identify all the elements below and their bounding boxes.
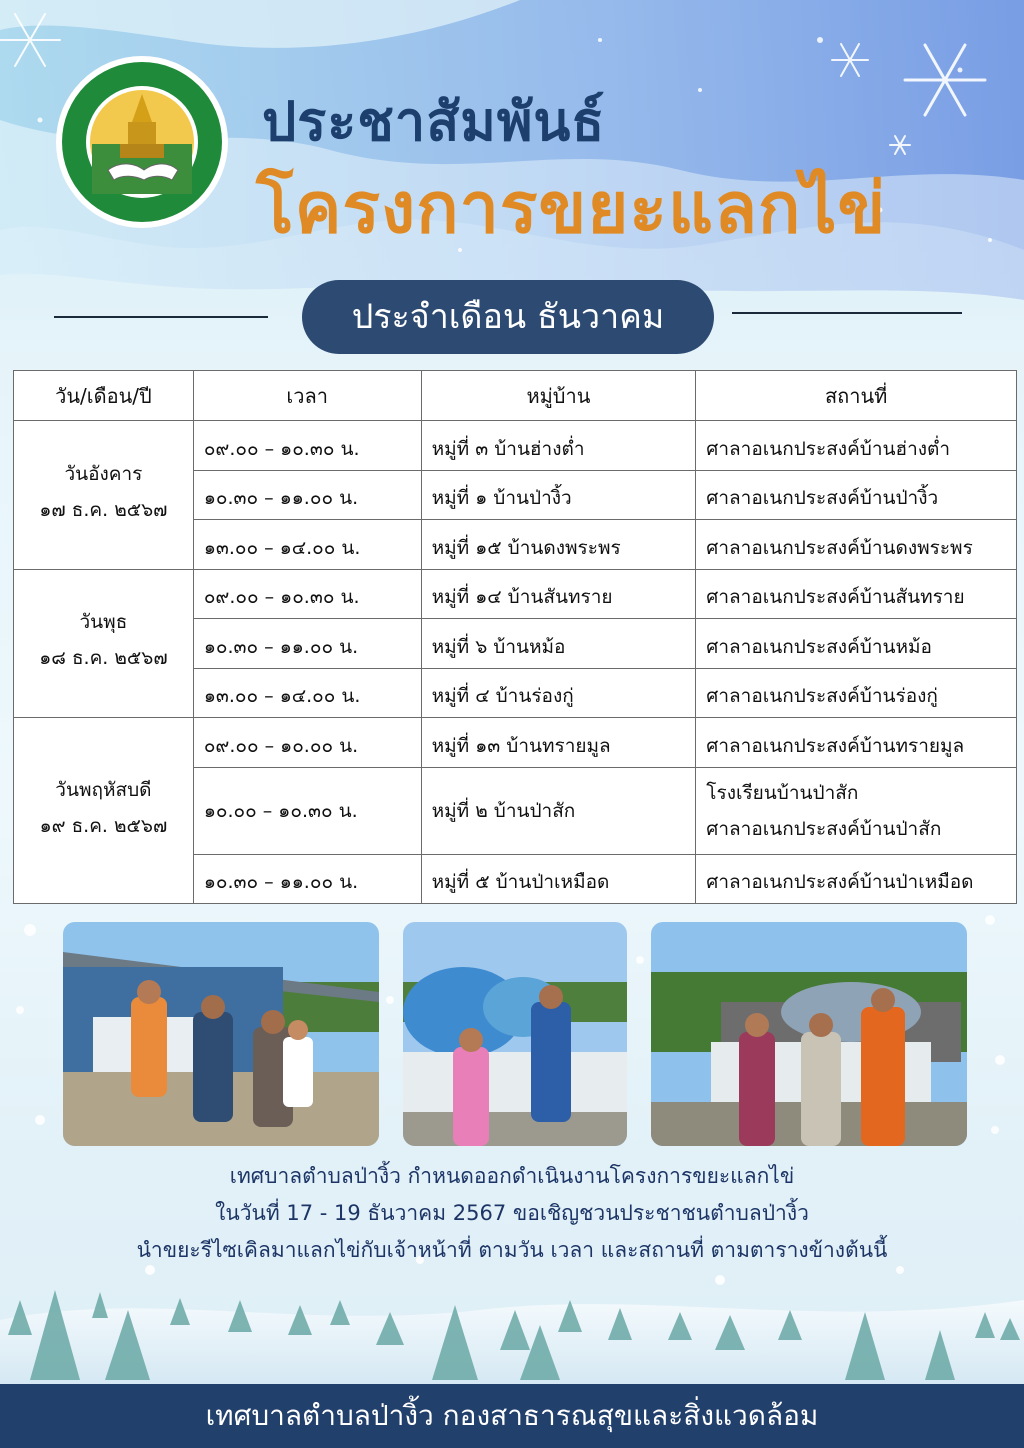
- footer-bar: เทศบาลตำบลป่างิ้ว กองสาธารณสุขและสิ่งแวดล้อม: [0, 1384, 1024, 1448]
- time-cell: ๐๙.๐๐ – ๑๐.๓๐ น.: [193, 421, 421, 471]
- time-cell: ๑๐.๓๐ – ๑๑.๐๐ น.: [193, 619, 421, 669]
- header-place: สถานที่: [696, 371, 1017, 421]
- time-cell: ๑๓.๐๐ – ๑๔.๐๐ น.: [193, 668, 421, 718]
- time-cell: ๐๙.๐๐ – ๑๐.๓๐ น.: [193, 569, 421, 619]
- place-cell: ศาลาอเนกประสงค์บ้านป่างิ้ว: [696, 470, 1017, 520]
- description-line: เทศบาลตำบลป่างิ้ว กำหนดออกดำเนินงานโครงการขยะแลกไข่: [229, 1164, 795, 1188]
- municipality-logo: [52, 52, 232, 232]
- place-line: ศาลาอเนกประสงค์บ้านป่าสัก: [706, 817, 942, 840]
- day-cell: [14, 718, 194, 904]
- place-cell: ศาลาอเนกประสงค์บ้านหม้อ: [696, 619, 1017, 669]
- activity-photo: [403, 922, 627, 1146]
- village-cell: หมู่ที่ ๒ บ้านป่าสัก: [421, 767, 696, 854]
- village-cell: หมู่ที่ ๖ บ้านหม้อ: [421, 619, 696, 669]
- divider-right: [732, 312, 962, 314]
- table-header-row: [14, 371, 1017, 421]
- village-cell: หมู่ที่ ๓ บ้านฮ่างต่ำ: [421, 421, 696, 471]
- activity-photo: [651, 922, 967, 1146]
- place-cell: ศาลาอเนกประสงค์บ้านร่องกู่: [696, 668, 1017, 718]
- activity-photo: [63, 922, 379, 1146]
- time-cell: ๐๙.๐๐ – ๑๐.๐๐ น.: [193, 718, 421, 768]
- title-project: โครงการขยะแลกไข่: [256, 167, 887, 249]
- description-text: [0, 1158, 1024, 1269]
- place-cell: ศาลาอเนกประสงค์บ้านสันทราย: [696, 569, 1017, 619]
- day-date: ๑๗ ธ.ค. ๒๕๖๗: [39, 498, 168, 521]
- village-cell: หมู่ที่ ๑๕ บ้านดงพระพร: [421, 520, 696, 570]
- place-cell: ศาลาอเนกประสงค์บ้านฮ่างต่ำ: [696, 421, 1017, 471]
- day-date: ๑๙ ธ.ค. ๒๕๖๗: [39, 814, 168, 837]
- description-line: นำขยะรีไซเคิลมาแลกไข่กับเจ้าหน้าที่ ตามวัน เวลา และสถานที่ ตามตารางข้างต้นนี้: [136, 1238, 888, 1262]
- table-row: [14, 421, 1017, 471]
- village-cell: หมู่ที่ ๑๓ บ้านทรายมูล: [421, 718, 696, 768]
- place-cell: ศาลาอเนกประสงค์บ้านดงพระพร: [696, 520, 1017, 570]
- schedule-table: [13, 370, 1017, 904]
- village-cell: หมู่ที่ ๕ บ้านป่าเหมือด: [421, 854, 696, 904]
- table-row: [14, 718, 1017, 768]
- time-cell: ๑๐.๓๐ – ๑๑.๐๐ น.: [193, 470, 421, 520]
- header-time: เวลา: [193, 371, 421, 421]
- month-badge: ประจำเดือน ธันวาคม: [302, 280, 714, 354]
- place-cell: ศาลาอเนกประสงค์บ้านทรายมูล: [696, 718, 1017, 768]
- place-cell: ศาลาอเนกประสงค์บ้านป่าเหมือด: [696, 854, 1017, 904]
- day-date: ๑๘ ธ.ค. ๒๕๖๗: [39, 647, 168, 670]
- day-cell: [14, 421, 194, 570]
- village-cell: หมู่ที่ ๑ บ้านป่างิ้ว: [421, 470, 696, 520]
- day-name: วันพุธ: [79, 611, 128, 634]
- day-cell: [14, 569, 194, 718]
- time-cell: ๑๐.๐๐ – ๑๐.๓๐ น.: [193, 767, 421, 854]
- divider-left: [54, 316, 268, 318]
- header-date: วัน/เดือน/ปี: [14, 371, 194, 421]
- table-row: [14, 569, 1017, 619]
- title-announcement: ประชาสัมพันธ์: [262, 90, 606, 153]
- header-village: หมู่บ้าน: [421, 371, 696, 421]
- description-line: ในวันที่ 17 - 19 ธันวาคม 2567 ขอเชิญชวนประชาชนตำบลป่างิ้ว: [215, 1201, 809, 1225]
- day-name: วันพฤหัสบดี: [55, 778, 152, 801]
- village-cell: หมู่ที่ ๔ บ้านร่องกู่: [421, 668, 696, 718]
- village-cell: หมู่ที่ ๑๔ บ้านสันทราย: [421, 569, 696, 619]
- place-cell: [696, 767, 1017, 854]
- time-cell: ๑๓.๐๐ – ๑๔.๐๐ น.: [193, 520, 421, 570]
- time-cell: ๑๐.๓๐ – ๑๑.๐๐ น.: [193, 854, 421, 904]
- place-line: โรงเรียนบ้านป่าสัก: [706, 781, 859, 804]
- day-name: วันอังคาร: [64, 462, 143, 485]
